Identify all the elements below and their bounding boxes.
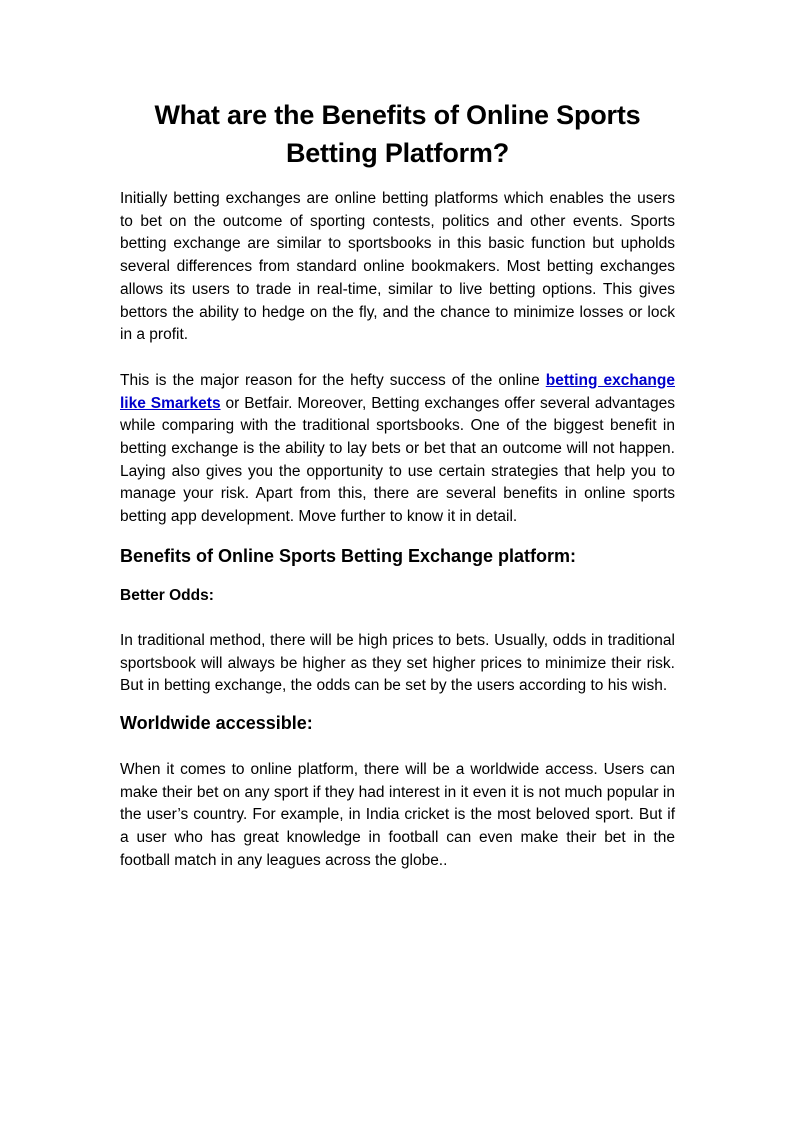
- betting-exchange-link[interactable]: betting exchange like Smarkets: [120, 371, 675, 412]
- success-paragraph: [120, 370, 675, 529]
- heading-spacer: [120, 607, 675, 630]
- benefits-section-heading: Benefits of Online Sports Betting Exchange platform:: [120, 545, 577, 566]
- heading-spacer: [120, 736, 675, 759]
- better-odds-heading: Better Odds:: [120, 586, 214, 604]
- intro-paragraph: Initially betting exchanges are online betting platforms which enables the users to bet on the outcome of sporting contests, politics and other events. Sports betting exchange are similar to sportsbooks in this basic function but upholds several differences from standard online bookmakers. Most betting exchanges allows its users to trade in real-time, similar to live betting options. This gives bettors the ability to hedge on the fly, and the chance to minimize losses or lock in a profit.: [120, 190, 675, 344]
- worldwide-paragraph: When it comes to online platform, there will be a worldwide access. Users can make their bet on any sport if they had interest in it even it is not much popular in the user’s country. For example, in India cricket is the most beloved sport. But if a user who has great knowledge in football can even make their bet in the football match in any leagues across the globe..: [120, 760, 675, 869]
- success-text-after-link: or Betfair. Moreover, Betting exchanges offer several advantages while comparing with the traditional sportsbooks. One of the biggest benefit in betting exchange is the ability to lay bets or bet that an outcome will not happen. Laying also gives you the opportunity to use certain strategies that help you to manage your risk. Apart from this, there are several benefits in online sports betting app development. Move further to know it in detail.: [120, 394, 675, 526]
- worldwide-heading: Worldwide accessible:: [120, 712, 313, 733]
- paragraph-spacer: [120, 347, 675, 370]
- page-title: What are the Benefits of Online Sports Betting Platform?: [154, 100, 641, 168]
- success-text-before-link: This is the major reason for the hefty success of the online: [120, 371, 546, 389]
- document-page: [120, 96, 675, 872]
- better-odds-paragraph: In traditional method, there will be high prices to bets. Usually, odds in traditional sportsbook will always be higher as they set higher prices to minimize their risk. But in betting exchange, the odds can be set by the users according to his wish.: [120, 631, 675, 695]
